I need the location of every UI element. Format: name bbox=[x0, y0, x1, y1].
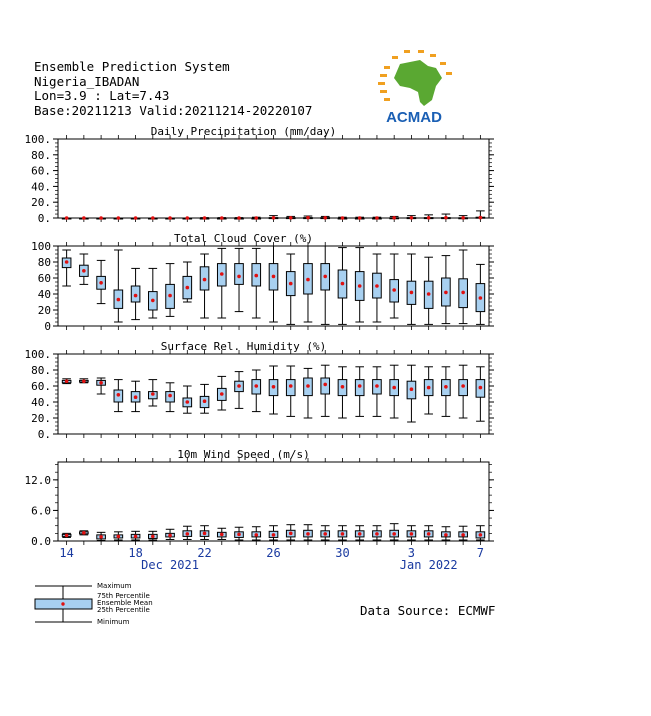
mean-dot bbox=[410, 216, 414, 220]
mean-dot bbox=[82, 379, 86, 383]
iqr-box bbox=[235, 264, 244, 285]
mean-dot bbox=[461, 291, 465, 295]
panel-title: Daily Precipitation (mm/day) bbox=[150, 125, 337, 138]
mean-dot bbox=[289, 282, 293, 286]
mean-dot bbox=[272, 385, 276, 389]
station-coordinates: Lon=3.9 : Lat=7.43 bbox=[34, 88, 170, 103]
legend-p25-label: 25th Percentile bbox=[97, 606, 150, 614]
mean-dot bbox=[186, 286, 190, 290]
data-source-label: Data Source: ECMWF bbox=[360, 603, 496, 618]
mean-dot bbox=[392, 532, 396, 536]
chart-legend bbox=[30, 580, 170, 630]
mean-dot bbox=[289, 532, 293, 536]
mean-dot bbox=[427, 216, 431, 220]
mean-dot bbox=[392, 288, 396, 292]
mean-dot bbox=[272, 216, 276, 220]
mean-dot bbox=[341, 282, 345, 286]
mean-dot bbox=[99, 281, 103, 285]
y-tick-label: 60 bbox=[37, 272, 51, 285]
mean-dot bbox=[358, 384, 362, 388]
mean-dot bbox=[375, 532, 379, 536]
mean-dot bbox=[375, 284, 379, 288]
mean-dot bbox=[323, 216, 327, 220]
mean-dot bbox=[479, 216, 483, 220]
legend-max-label: Maximum bbox=[97, 582, 132, 590]
x-tick-label: 14 bbox=[59, 546, 74, 560]
mean-dot bbox=[203, 532, 207, 536]
mean-dot bbox=[479, 386, 483, 390]
y-tick-label: 6.0 bbox=[31, 504, 51, 518]
station-name: Nigeria_IBADAN bbox=[34, 73, 140, 89]
mean-dot bbox=[289, 216, 293, 220]
mean-dot bbox=[186, 532, 190, 536]
mean-dot bbox=[134, 395, 138, 399]
x-tick-label: 22 bbox=[197, 546, 212, 560]
x-tick-label: 26 bbox=[266, 546, 281, 560]
mean-dot bbox=[323, 532, 327, 536]
mean-dot bbox=[82, 531, 86, 535]
mean-dot bbox=[117, 393, 121, 397]
panel-title: 10m Wind Speed (m/s) bbox=[177, 448, 310, 461]
mean-dot bbox=[358, 532, 362, 536]
y-tick-label: 20. bbox=[31, 196, 51, 210]
mean-dot bbox=[444, 216, 448, 220]
mean-dot bbox=[254, 274, 258, 278]
y-tick-label: 100. bbox=[24, 133, 51, 146]
mean-dot bbox=[392, 386, 396, 390]
mean-dot bbox=[237, 533, 241, 537]
mean-dot bbox=[168, 534, 172, 538]
mean-dot bbox=[65, 216, 69, 220]
y-tick-label: 0. bbox=[37, 212, 51, 225]
x-tick-label: 18 bbox=[128, 546, 143, 560]
panel-title: Total Cloud Cover (%) bbox=[173, 232, 314, 245]
mean-dot bbox=[254, 384, 258, 388]
y-tick-label: 0 bbox=[44, 320, 51, 333]
mean-dot bbox=[237, 384, 241, 388]
mean-dot bbox=[186, 216, 190, 220]
panel-frame bbox=[58, 139, 489, 218]
mean-dot bbox=[461, 533, 465, 537]
mean-dot bbox=[461, 216, 465, 220]
mean-dot bbox=[65, 534, 69, 538]
mean-dot bbox=[82, 269, 86, 273]
mean-dot bbox=[323, 275, 327, 279]
mean-dot bbox=[203, 399, 207, 403]
legend-mean-label: Ensemble Mean bbox=[97, 599, 153, 607]
mean-dot bbox=[134, 216, 138, 220]
mean-dot bbox=[375, 216, 379, 220]
y-tick-label: 60. bbox=[31, 164, 51, 178]
logo-text: ACMAD bbox=[386, 109, 442, 126]
mean-dot bbox=[306, 532, 310, 536]
mean-dot bbox=[99, 381, 103, 385]
y-tick-label: 0.0 bbox=[31, 535, 51, 548]
y-tick-label: 40. bbox=[31, 180, 51, 194]
y-tick-label: 80. bbox=[31, 364, 51, 377]
mean-dot bbox=[168, 294, 172, 298]
y-tick-label: 20. bbox=[31, 412, 51, 425]
y-tick-label: 20 bbox=[37, 304, 51, 317]
mean-dot bbox=[254, 216, 258, 220]
mean-dot bbox=[444, 385, 448, 389]
mean-dot bbox=[341, 385, 345, 389]
mean-dot bbox=[392, 216, 396, 220]
mean-dot bbox=[254, 533, 258, 537]
y-tick-label: 40. bbox=[31, 396, 51, 409]
mean-dot bbox=[117, 298, 121, 302]
mean-dot bbox=[272, 275, 276, 279]
mean-dot bbox=[375, 384, 379, 388]
mean-dot bbox=[220, 533, 224, 537]
mean-dot bbox=[323, 383, 327, 387]
y-tick-label: 80 bbox=[37, 256, 51, 269]
y-tick-label: 80. bbox=[31, 148, 51, 162]
mean-dot bbox=[237, 275, 241, 279]
y-tick-label: 60. bbox=[31, 380, 51, 393]
mean-dot bbox=[99, 216, 103, 220]
mean-dot bbox=[410, 532, 414, 536]
x-tick-label: 7 bbox=[476, 546, 484, 560]
mean-dot bbox=[358, 284, 362, 288]
mean-dot bbox=[306, 278, 310, 282]
mean-dot bbox=[168, 216, 172, 220]
mean-dot bbox=[341, 216, 345, 220]
mean-dot bbox=[203, 216, 207, 220]
panel-title: Surface Rel. Humidity (%) bbox=[160, 340, 327, 353]
x-tick-label: 30 bbox=[335, 546, 350, 560]
mean-dot bbox=[427, 532, 431, 536]
x-month-label: Jan 2022 bbox=[399, 558, 458, 572]
mean-dot bbox=[65, 260, 69, 264]
mean-dot bbox=[151, 535, 155, 539]
system-title: Ensemble Prediction System bbox=[34, 59, 230, 74]
mean-dot bbox=[479, 296, 483, 300]
mean-dot bbox=[444, 291, 448, 295]
mean-dot bbox=[410, 387, 414, 391]
mean-dot bbox=[117, 535, 121, 539]
mean-dot bbox=[272, 533, 276, 537]
mean-dot bbox=[358, 216, 362, 220]
mean-dot bbox=[117, 216, 121, 220]
mean-dot bbox=[220, 272, 224, 276]
mean-dot bbox=[427, 386, 431, 390]
mean-dot bbox=[65, 379, 69, 383]
mean-dot bbox=[306, 216, 310, 220]
mean-dot bbox=[220, 216, 224, 220]
legend-min-label: Minimum bbox=[97, 618, 130, 626]
y-tick-label: 40 bbox=[37, 288, 51, 301]
mean-dot bbox=[134, 535, 138, 539]
mean-dot bbox=[151, 392, 155, 396]
mean-dot bbox=[151, 216, 155, 220]
y-tick-label: 100 bbox=[31, 240, 51, 253]
mean-dot bbox=[99, 535, 103, 539]
mean-dot bbox=[220, 392, 224, 396]
mean-dot bbox=[341, 532, 345, 536]
mean-dot bbox=[186, 400, 190, 404]
y-tick-label: 12.0 bbox=[24, 473, 51, 487]
mean-dot bbox=[151, 299, 155, 303]
x-tick-label: 3 bbox=[407, 546, 416, 560]
legend-p75-label: 75th Percentile bbox=[97, 592, 150, 600]
mean-dot bbox=[289, 384, 293, 388]
mean-dot bbox=[410, 291, 414, 295]
mean-dot bbox=[306, 384, 310, 388]
mean-dot bbox=[203, 278, 207, 282]
y-tick-label: 0. bbox=[37, 428, 51, 441]
mean-dot bbox=[82, 216, 86, 220]
mean-dot bbox=[479, 533, 483, 537]
forecast-dates: Base:20211213 Valid:20211214-20220107 bbox=[34, 102, 313, 118]
mean-dot bbox=[134, 294, 138, 298]
mean-dot bbox=[237, 216, 241, 220]
mean-dot bbox=[168, 394, 172, 398]
y-tick-label: 100. bbox=[24, 348, 51, 361]
mean-dot bbox=[444, 533, 448, 537]
legend-mean-dot bbox=[61, 602, 64, 605]
mean-dot bbox=[427, 292, 431, 296]
mean-dot bbox=[461, 384, 465, 388]
x-month-label: Dec 2021 bbox=[141, 558, 199, 572]
